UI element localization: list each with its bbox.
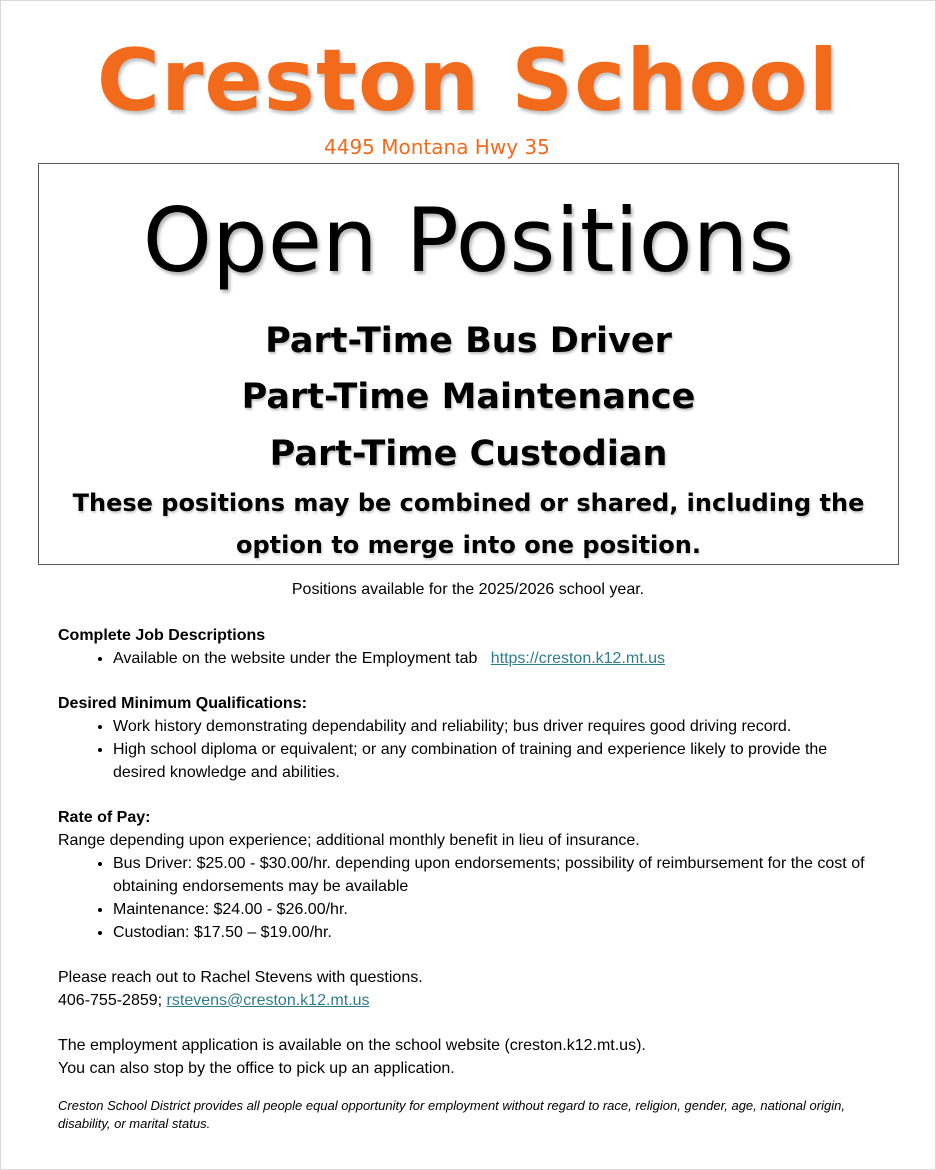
open-positions-box	[38, 163, 899, 565]
job-descriptions-list	[58, 647, 878, 670]
application-line-1: The employment application is available on the school website (creston.k12.mt.us).	[58, 1037, 646, 1054]
pay-heading: Rate of Pay:	[58, 809, 151, 826]
list-item: • Work history demonstrating dependability and reliability; bus driver requires good driving record.	[113, 715, 878, 738]
position-custodian: Part-Time Custodian	[269, 434, 668, 474]
pay-list	[58, 852, 878, 944]
job-descriptions-heading: Complete Job Descriptions	[58, 627, 266, 644]
open-positions-title: Open Positions	[142, 189, 795, 292]
contact-email-link[interactable]: rstevens@creston.k12.mt.us	[166, 992, 370, 1009]
school-name: Creston School	[96, 31, 840, 131]
qualifications-list	[58, 715, 878, 784]
list-item: • Bus Driver: $25.00 - $30.00/hr. depending upon endorsements; possibility of reimbursement for the cost of obtaining endorsements may be available	[113, 852, 878, 898]
website-link[interactable]: https://creston.k12.mt.us	[490, 650, 666, 667]
position-maintenance: Part-Time Maintenance	[241, 377, 696, 417]
qualifications-heading: Desired Minimum Qualifications:	[58, 695, 307, 712]
list-item: • Maintenance: $24.00 - $26.00/hr.	[113, 898, 878, 921]
eeo-disclaimer: Creston School District provides all people equal opportunity for employment without regard to race, religion, gender, age, national origin, disability, or marital status.	[58, 1098, 845, 1131]
list-item: • High school diploma or equivalent; or any combination of training and experience likely to provide the desired knowledge and abilities.	[113, 738, 878, 784]
list-item	[113, 647, 878, 670]
application-line-2: You can also stop by the office to pick up an application.	[58, 1060, 455, 1077]
position-bus-driver: Part-Time Bus Driver	[265, 321, 672, 361]
contact-details	[58, 989, 878, 1012]
pay-intro: Range depending upon experience; additional monthly benefit in lieu of insurance.	[58, 832, 640, 849]
details-section	[58, 624, 878, 1080]
combined-note: These positions may be combined or shared, including the option to merge into one position.	[72, 489, 865, 559]
contact-line: Please reach out to Rachel Stevens with questions.	[58, 969, 423, 986]
job-descriptions-text: Available on the website under the Employment tab	[113, 650, 478, 667]
school-address: 4495 Montana Hwy 35	[324, 135, 550, 159]
availability-note: Positions available for the 2025/2026 school year.	[291, 581, 645, 598]
contact-phone: 406-755-2859;	[58, 992, 163, 1009]
list-item: • Custodian: $17.50 – $19.00/hr.	[113, 921, 878, 944]
